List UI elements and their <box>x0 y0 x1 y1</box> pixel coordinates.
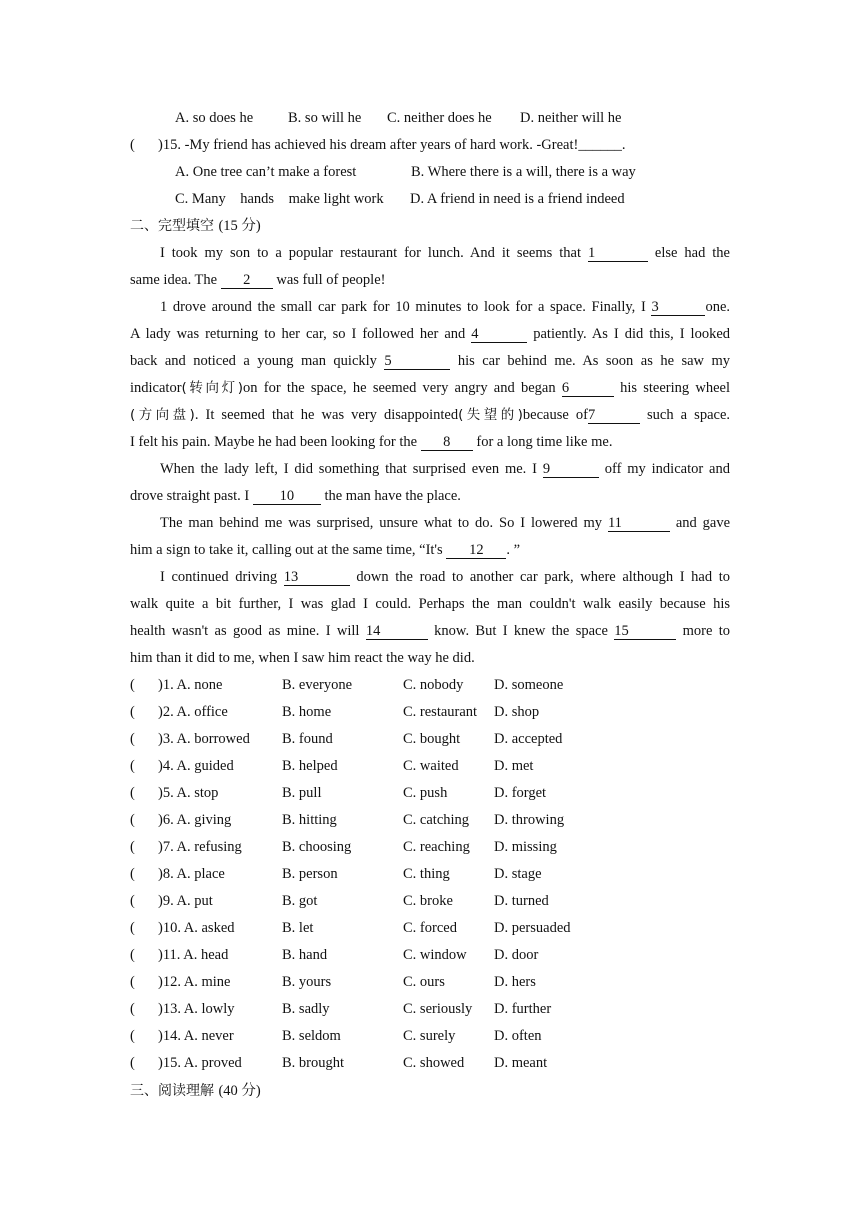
option-c: C. forced <box>403 920 457 936</box>
option-b: B. everyone <box>282 677 353 693</box>
option-b: B. helped <box>282 758 338 774</box>
option-b: B. sadly <box>282 1001 330 1017</box>
question-number-option-a: )13. A. lowly <box>158 1001 235 1017</box>
answer-paren: ( <box>130 866 135 882</box>
question-number-option-a: )8. A. place <box>158 866 225 882</box>
answer-paren: ( <box>130 812 135 828</box>
answer-paren: ( <box>130 947 135 963</box>
question-number-option-a: )10. A. asked <box>158 920 235 936</box>
passage-line-2: same idea. The 2 was full of people! <box>130 272 386 288</box>
option-c: C. ours <box>403 974 445 990</box>
blank-3: 3 <box>651 299 705 316</box>
option-d: D. stage <box>494 866 542 882</box>
option-b: B. brought <box>282 1055 345 1071</box>
option-d: D. turned <box>494 893 549 909</box>
option-b: B. hitting <box>282 812 337 828</box>
option-c: C. catching <box>403 812 470 828</box>
option-d: D. hers <box>494 974 536 990</box>
option-b: B. home <box>282 704 332 720</box>
option-c: C. showed <box>403 1055 465 1071</box>
answer-paren: ( <box>130 1001 135 1017</box>
question-number-option-a: )12. A. mine <box>158 974 231 990</box>
q15-option-c: C. Many hands make light work <box>175 191 384 207</box>
option-d: D. met <box>494 758 534 774</box>
question-number-option-a: )2. A. office <box>158 704 228 720</box>
passage-line-7: (方向盘). It seemed that he was very disappointed(失望的)because of7 such a space. <box>130 407 731 423</box>
option-b: B. pull <box>282 785 322 801</box>
blank-11: 11 <box>608 515 670 532</box>
q14-option-a: A. so does he <box>175 110 254 126</box>
blank-9: 9 <box>543 461 599 478</box>
option-c: C. bought <box>403 731 461 747</box>
answer-paren: ( <box>130 677 135 693</box>
section-2-heading: 二、完型填空 (15 分) <box>130 218 261 234</box>
option-c: C. window <box>403 947 467 963</box>
option-c: C. seriously <box>403 1001 473 1017</box>
answer-paren: ( <box>130 839 135 855</box>
option-d: D. persuaded <box>494 920 571 936</box>
question-number-option-a: )15. A. proved <box>158 1055 242 1071</box>
passage-line-5: back and noticed a young man quickly 5 his car behind me. As soon as he saw my <box>130 353 731 369</box>
blank-2: 2 <box>221 272 273 289</box>
blank-13: 13 <box>284 569 350 586</box>
option-b: B. got <box>282 893 318 909</box>
question-number-option-a: )4. A. guided <box>158 758 234 774</box>
passage-line-8: I felt his pain. Maybe he had been looking for the 8 for a long time like me. <box>130 434 613 450</box>
answer-paren: ( <box>130 1055 135 1071</box>
section-3-heading: 三、阅读理解 (40 分) <box>130 1083 261 1099</box>
q15-paren: ( <box>130 137 135 153</box>
blank-12: 12 <box>446 542 506 559</box>
answer-paren: ( <box>130 1028 135 1044</box>
option-d: D. missing <box>494 839 557 855</box>
option-b: B. seldom <box>282 1028 341 1044</box>
passage-line-1: I took my son to a popular restaurant for lunch. And it seems that 1 else had the <box>160 245 730 261</box>
blank-7: 7 <box>588 407 640 424</box>
option-d: D. accepted <box>494 731 563 747</box>
q14-option-d: D. neither will he <box>520 110 622 126</box>
option-b: B. person <box>282 866 338 882</box>
passage-line-16: him than it did to me, when I saw him react the way he did. <box>130 650 475 666</box>
option-d: D. meant <box>494 1055 548 1071</box>
option-c: C. nobody <box>403 677 464 693</box>
passage-line-9: When the lady left, I did something that surprised even me. I 9 off my indicator and <box>160 461 730 477</box>
passage-line-15: health wasn't as good as mine. I will 14 know. But I knew the space 15 more to <box>130 623 731 639</box>
blank-6: 6 <box>562 380 614 397</box>
question-number-option-a: )14. A. never <box>158 1028 234 1044</box>
passage-line-13: I continued driving 13 down the road to another car park, where although I had to <box>160 569 730 585</box>
blank-4: 4 <box>471 326 527 343</box>
option-d: D. door <box>494 947 539 963</box>
passage-line-10: drove straight past. I 10 the man have the place. <box>130 488 461 504</box>
answer-paren: ( <box>130 758 135 774</box>
question-number-option-a: )5. A. stop <box>158 785 219 801</box>
option-c: C. restaurant <box>403 704 478 720</box>
question-number-option-a: )7. A. refusing <box>158 839 242 855</box>
question-number-option-a: )11. A. head <box>158 947 229 963</box>
q14-option-b: B. so will he <box>288 110 362 126</box>
option-d: D. often <box>494 1028 542 1044</box>
passage-line-14: walk quite a bit further, I was glad I could. Perhaps the man couldn't walk easily because his <box>130 596 730 612</box>
blank-10: 10 <box>253 488 321 505</box>
q15-stem: )15. -My friend has achieved his dream after years of hard work. -Great!______. <box>158 137 626 153</box>
option-d: D. shop <box>494 704 540 720</box>
q15-option-d: D. A friend in need is a friend indeed <box>410 191 625 207</box>
option-d: D. further <box>494 1001 552 1017</box>
passage-line-11: The man behind me was surprised, unsure what to do. So I lowered my 11 and gave <box>160 515 731 531</box>
answer-paren: ( <box>130 785 135 801</box>
option-c: C. surely <box>403 1028 456 1044</box>
option-b: B. hand <box>282 947 328 963</box>
option-d: D. forget <box>494 785 547 801</box>
answer-paren: ( <box>130 731 135 747</box>
option-c: C. reaching <box>403 839 470 855</box>
question-number-option-a: )9. A. put <box>158 893 213 909</box>
answer-paren: ( <box>130 704 135 720</box>
answer-paren: ( <box>130 974 135 990</box>
option-b: B. found <box>282 731 333 747</box>
option-c: C. push <box>403 785 448 801</box>
blank-5: 5 <box>384 353 450 370</box>
option-c: C. thing <box>403 866 450 882</box>
option-d: D. throwing <box>494 812 565 828</box>
option-d: D. someone <box>494 677 564 693</box>
option-b: B. choosing <box>282 839 352 855</box>
question-number-option-a: )6. A. giving <box>158 812 232 828</box>
option-c: C. waited <box>403 758 459 774</box>
answer-paren: ( <box>130 920 135 936</box>
passage-line-3: 1 drove around the small car park for 10 minutes to look for a space. Finally, I 3 one. <box>160 299 730 315</box>
blank-14: 14 <box>366 623 428 640</box>
passage-line-12: him a sign to take it, calling out at the same time, “It's 12 . ” <box>130 542 520 558</box>
option-b: B. let <box>282 920 314 936</box>
question-number-option-a: )1. A. none <box>158 677 223 693</box>
blank-15: 15 <box>614 623 676 640</box>
answer-paren: ( <box>130 893 135 909</box>
option-c: C. broke <box>403 893 453 909</box>
question-number-option-a: )3. A. borrowed <box>158 731 250 747</box>
q15-option-a: A. One tree can’t make a forest <box>175 164 357 180</box>
passage-line-6: indicator(转向灯)on for the space, he seemed very angry and began 6 his steering wheel <box>130 380 731 396</box>
q14-option-c: C. neither does he <box>387 110 492 126</box>
blank-8: 8 <box>421 434 473 451</box>
option-b: B. yours <box>282 974 332 990</box>
passage-line-4: A lady was returning to her car, so I followed her and 4 patiently. As I did this, I looked <box>130 326 731 342</box>
q15-option-b: B. Where there is a will, there is a way <box>411 164 636 180</box>
blank-1: 1 <box>588 245 648 262</box>
